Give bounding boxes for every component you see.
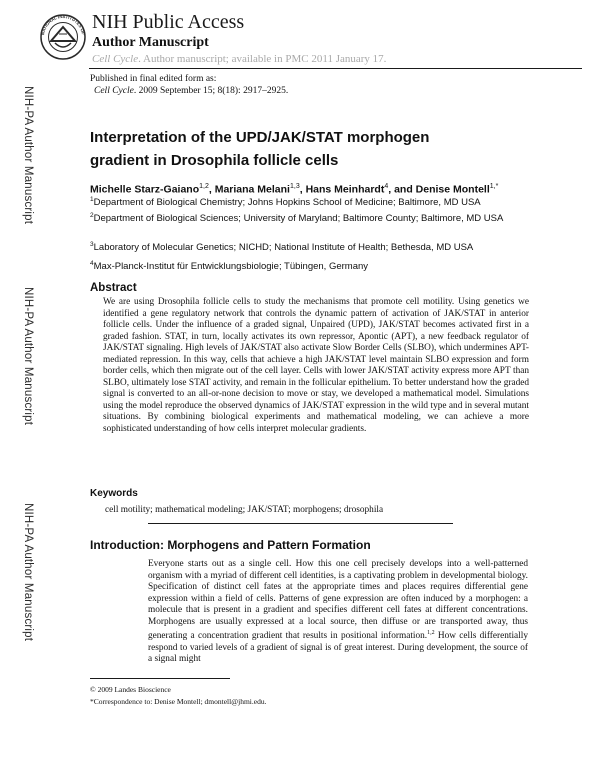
affiliation-number: 4 [90, 260, 94, 267]
svg-text:NATIONAL INSTITUTES OF HEALTH [38, 5, 86, 36]
header-divider [89, 68, 582, 69]
side-banner-middle: NIH-PA Author Manuscript [22, 287, 34, 426]
nih-public-access-title: NIH Public Access [92, 11, 245, 33]
abstract-body: We are using Drosophila follicle cells to study the mechanisms that promote cell motility. Using genetics we identified a gene regulatory network that controls the dynamic pattern of activation of JAK/STAT in anterior follicle cells. Under the influence of a graded signal, Unpaired (UPD), JAK/STAT becomes activated first in a graded fashion. STAT, in turn, locally activates its own repressor, Apontic (APT), a new feedback regulator of JAK/STAT signaling. High levels of JAK/STAT also activate Slow Border Cells (SLBO), which undermines APT-mediated repression. In this way, cells that achieve a high JAK/STAT level maintain SLBO expression and form border cells, which then migrate out of the cell layer. Cells with lower JAK/STAT activity express more APT than SLBO, ultimately lose STAT activity, and remain in the follicular epithelium. To better understand how the graded signal is converted to an all-or-none decision to move or stay, we developed a mathematical model. Simulations using the model reproduce the observed dynamics of JAK/STAT expression in the wild type and in several mutant situations. By combining biological experiments and mathematical modeling, we can achieve a more sophisticated understanding of how cells interpret molecular gradients. [103, 297, 529, 434]
availability-text: . Author manuscript; available in PMC 2011 January 17. [138, 53, 387, 65]
author-name: Hans Meinhardt [305, 183, 385, 196]
abstract-heading: Abstract [90, 282, 137, 294]
author-affiliation-mark: 4 [384, 183, 389, 190]
availability-journal: Cell Cycle [92, 53, 139, 65]
author-separator: , [208, 183, 215, 196]
keywords-heading: Keywords [90, 488, 138, 499]
author-separator: , [299, 183, 306, 196]
author-name: Denise Montell [415, 183, 490, 196]
section-divider [148, 523, 453, 524]
affiliation [90, 194, 520, 209]
published-label: Published in final edited form as: [90, 74, 217, 84]
introduction-heading: Introduction: Morphogens and Pattern Formation [90, 538, 371, 552]
citation-details: . 2009 September 15; 8(18): 2917–2925. [133, 86, 289, 96]
intro-text-part1: Everyone starts out as a single cell. How this one cell precisely develops into a well-patterned organism with a myriad of different cell identities, is a captivating problem in developmental biology. Specification of distinct cell fates at the appropriate times and places requires differential gene expression within a field of cells. Patterns of gene expression are often induced by a morphogen: a molecule that is present in a gradient and specifies different cell fates at different concentrations. Morphogens are usually expressed at a local source, then diffuse or are transported away, thus generating a concentration gradient that results in positional information. [148, 559, 528, 642]
side-banner-bottom: NIH-PA Author Manuscript [22, 503, 34, 642]
side-banner-top: NIH-PA Author Manuscript [22, 86, 34, 225]
citation [94, 85, 288, 97]
affiliation-number: 1 [90, 196, 94, 203]
nih-logo [38, 5, 88, 70]
affiliation [90, 239, 520, 254]
affiliation-text: Laboratory of Molecular Genetics; NICHD; National Institute of Health; Bethesda, MD USA [93, 242, 474, 254]
author-affiliation-mark: 1,3 [289, 183, 300, 190]
citation-reference[interactable]: 1,2 [427, 630, 435, 636]
citation-journal: Cell Cycle [94, 86, 134, 96]
copyright-footnote: © 2009 Landes Bioscience [90, 685, 171, 694]
affiliation-number: 2 [90, 212, 94, 219]
affiliation-text: Department of Biological Chemistry; Johns Hopkins School of Medicine; Baltimore, MD USA [93, 197, 481, 209]
author-name: Mariana Melani [214, 183, 290, 196]
author-affiliation-mark: 1,2 [199, 183, 209, 190]
footnote-divider [90, 678, 230, 679]
affiliation-number: 3 [90, 241, 94, 248]
correspondence-footnote: *Correspondence to: Denise Montell; dmontell@jhmi.edu. [90, 697, 267, 706]
affiliation [90, 258, 520, 273]
author-separator: , and [388, 183, 416, 196]
affiliation [90, 210, 520, 225]
availability-note [92, 53, 386, 66]
keywords-list: cell motility; mathematical modeling; JAK/STAT; morphogens; drosophila [105, 505, 384, 515]
intro-text-part2: How cells differentially respond to varied levels of a gradient of signal is of great interest. During development, the source of a signal might [148, 631, 528, 665]
author-name: Michelle Starz-Gaiano [90, 183, 200, 196]
nih-logo-ring-text: NATIONAL INSTITUTES OF [40, 13, 86, 36]
author-affiliation-mark: 1,* [489, 183, 499, 190]
affiliation-text: Department of Biological Sciences; University of Maryland; Baltimore County; Baltimore, MD USA [93, 213, 504, 225]
author-manuscript-label: Author Manuscript [92, 35, 209, 50]
article-title: Interpretation of the UPD/JAK/STAT morphogen gradient in Drosophila follicle cells [90, 129, 430, 169]
introduction-body [148, 559, 528, 666]
affiliation-text: Max-Planck-Institut für Entwicklungsbiologie; Tübingen, Germany [93, 261, 369, 273]
